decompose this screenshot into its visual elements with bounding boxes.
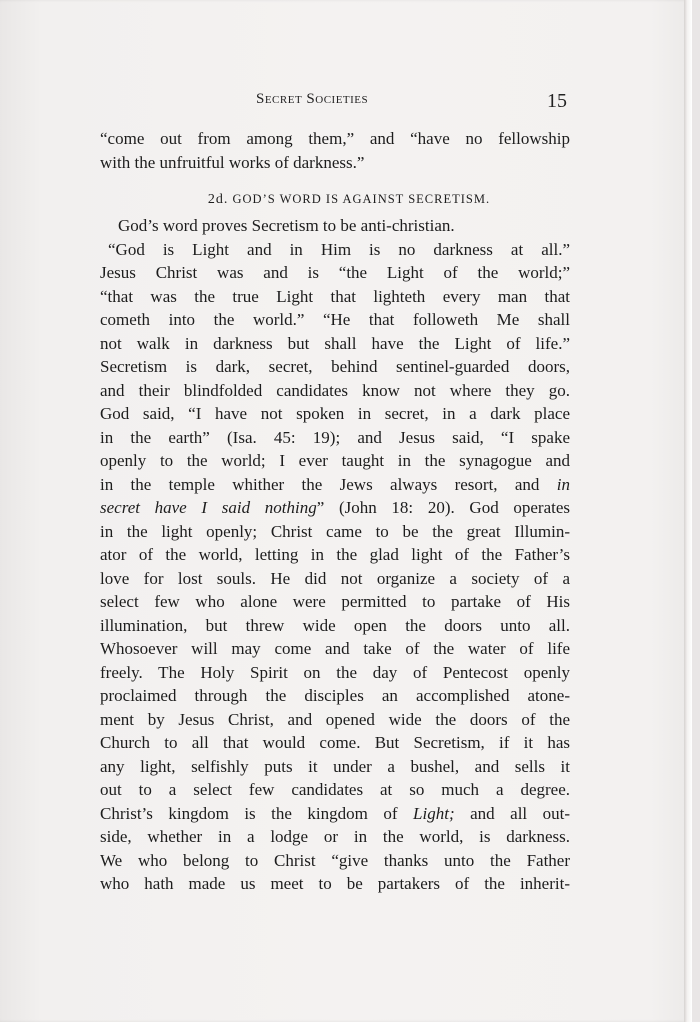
text-line: with the unfruitful works of darkness.”: [100, 152, 365, 172]
italic-fragment: in: [556, 474, 570, 494]
text-line: God’s word proves Secretism to be anti-christian.: [118, 216, 455, 235]
text-line: [100, 496, 570, 520]
text-fragment: and all out-: [470, 803, 571, 823]
text-line: Whosoever will may come and take of the water of life: [100, 639, 570, 658]
text-fragment: in the temple whither the Jews always resort, and: [100, 474, 540, 494]
text-line: We who belong to Christ “give thanks unto the Father: [100, 850, 570, 870]
text-line: “come out from among them,” and “have no fellowship: [100, 129, 570, 148]
italic-fragment: Light;: [413, 803, 455, 823]
text-line: cometh into the world.” “He that followeth Me shall: [100, 310, 570, 329]
text-line: out to a select few candidates at so much a degree.: [100, 780, 570, 799]
text-line: God said, “I have not spoken in secret, in a dark place: [100, 404, 570, 423]
text-line: Church to all that would come. But Secretism, if it has: [100, 733, 570, 752]
text-line: in the earth” (Isa. 45: 19); and Jesus said, “I spake: [100, 427, 570, 447]
section-heading: [100, 182, 570, 214]
text-line: and their blindfolded candidates know not where they go.: [100, 380, 570, 400]
text-fragment: Christ’s kingdom is the kingdom of: [100, 803, 398, 823]
section-heading-number: 2d.: [207, 192, 229, 207]
text-line: select few who alone were permitted to partake of His: [100, 592, 570, 611]
text-line: who hath made us meet to be partakers of the inherit-: [100, 874, 570, 893]
text-line: Jesus Christ was and is “the Light of the world;”: [100, 263, 570, 282]
text-line: ator of the world, letting in the glad light of the Father’s: [100, 545, 570, 564]
text-line: in the light openly; Christ came to be the great Illumin-: [100, 521, 570, 541]
text-line: [100, 473, 570, 497]
text-line: Secretism is dark, secret, behind sentinel-guarded doors,: [100, 357, 570, 376]
page-edge: [684, 0, 692, 1022]
text-line: “that was the true Light that lighteth every man that: [100, 286, 570, 306]
text-line: freely. The Holy Spirit on the day of Pentecost openly: [100, 662, 570, 682]
page-number: 15: [547, 90, 567, 112]
text-line: openly to the world; I ever taught in the synagogue and: [100, 451, 570, 470]
text-line: any light, selfishly puts it under a bushel, and sells it: [100, 756, 570, 776]
text-line: side, whether in a lodge or in the world, is darkness.: [100, 827, 570, 846]
text-line: ment by Jesus Christ, and opened wide the doors of the: [100, 709, 570, 729]
text-fragment: ” (John 18: 20). God operates: [316, 498, 571, 517]
text-line: [100, 802, 570, 826]
text-line: illumination, but threw wide open the doors unto all.: [100, 615, 570, 635]
text-line: love for lost souls. He did not organize a society of a: [100, 568, 570, 588]
text-line: “God is Light and in Him is no darkness at all.”: [108, 239, 570, 259]
text-line: not walk in darkness but shall have the Light of life.”: [100, 333, 570, 353]
spacer: [100, 174, 570, 182]
italic-fragment: secret have I said nothing: [100, 498, 317, 517]
running-head: Secret Societies: [256, 91, 369, 107]
text-line: proclaimed through the disciples an accomplished atone-: [100, 686, 570, 705]
section-heading-text: GOD’S WORD IS AGAINST SECRETISM.: [232, 192, 491, 206]
body-text: [100, 127, 570, 896]
